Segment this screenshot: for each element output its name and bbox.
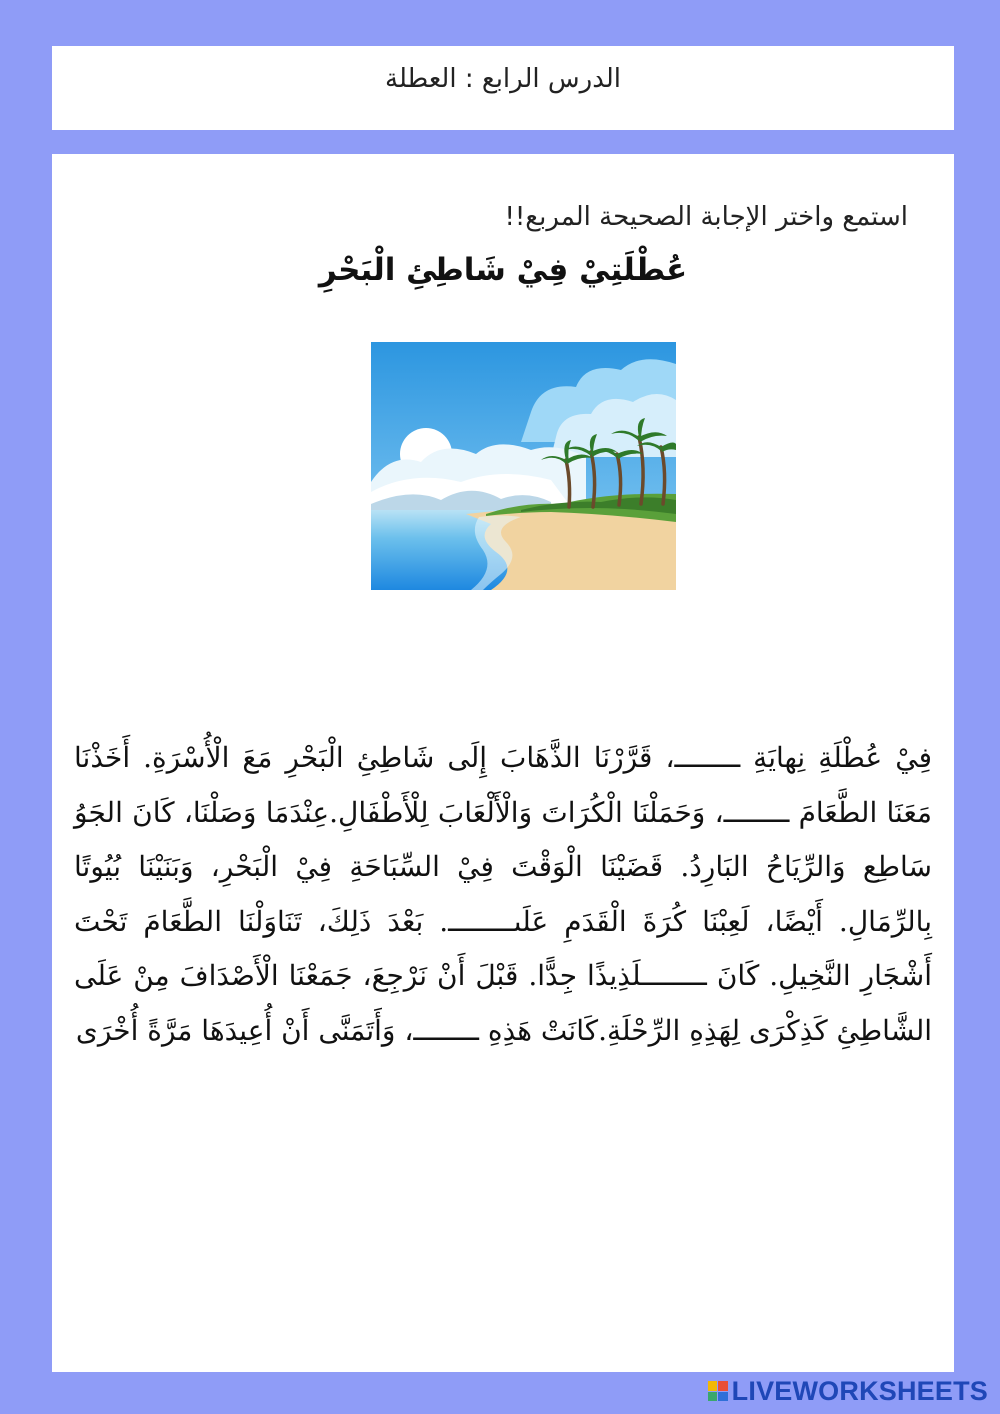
lesson-title: الدرس الرابع : العطلة: [385, 64, 621, 94]
story-paragraph: فِيْ عُطْلَةِ نِهايَةِ ــــــــ، قَرَّرْنَا الذَّهَابَ إِلَى شَاطِئِ الْبَحْرِ مَعَ الْأُسْرَةِ. أَخَذْنَا مَعَنَا الطَّعَامَ ــــــــ، وَحَمَلْنَا الْكُرَاتَ وَالْأَلْعَابَ لِلْأَطْفَالِ.عِنْدَمَا وَصَلْنَا، كَانَ الجَوُ سَاطِع وَالرِّيَاحُ البَارِدُ. قَضَيْنَا الْوَقْتَ فِيْ السِّبَاحَةِ فِيْ الْبَحْرِ، وَبَنَيْنَا بُيُوتًا بِالرِّمَالِ. أَيْضًا، لَعِبْنَا كُرَةَ الْقَدَمِ عَلَىــــــــ. بَعْدَ ذَلِكَ، تَنَاوَلْنَا الطَّعَامَ تَحْتَ أَشْجَارِ النَّخِيلِ. كَانَ ــــــــلَذِيذًا جِدًّا. قَبْلَ أَنْ نَرْجِعَ، جَمَعْنَا الْأَصْدَافَ مِنْ عَلَى الشَّاطِئِ كَذِكْرَى لِهَذِهِ الرِّحْلَةِ.كَانَتْ هَذِهِ ــــــــ، وَأَتَمَنَّى أَنْ أُعِيدَهَا مَرَّةً أُخْرَى: [74, 741, 932, 1047]
liveworksheets-logo: [708, 1376, 988, 1406]
worksheet-box: [52, 154, 954, 1372]
logo-text: LIVEWORKSHEETS: [731, 1375, 988, 1406]
instruction-text: استمع واختر الإجابة الصحيحة المربع!!: [504, 202, 908, 232]
header-box: [52, 46, 954, 130]
logo-squares-icon: [708, 1381, 728, 1401]
beach-illustration-icon: [371, 342, 676, 590]
story-title: عُطْلَتِيْ فِيْ شَاطِئِ الْبَحْرِ: [318, 252, 688, 288]
